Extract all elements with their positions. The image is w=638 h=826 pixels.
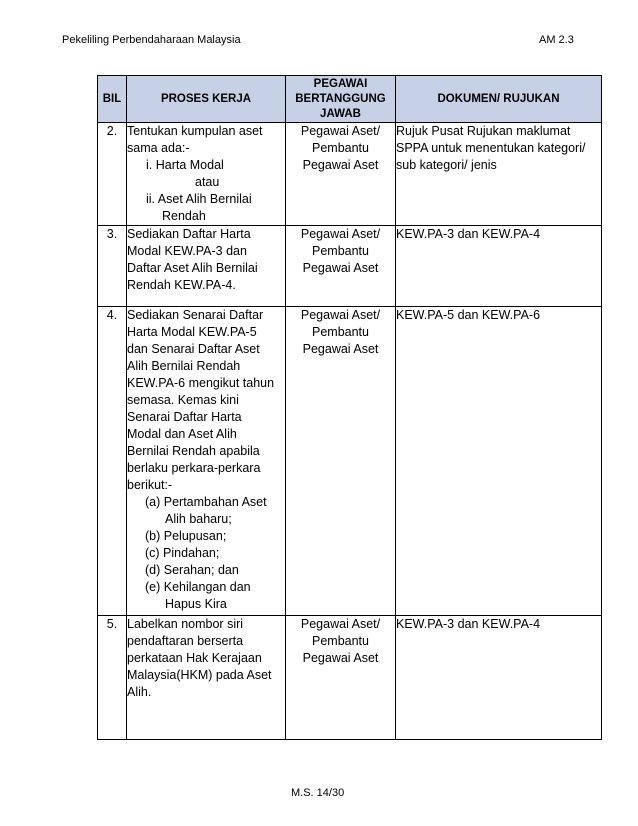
table-row	[98, 226, 602, 307]
text-line: Rendah	[162, 209, 206, 223]
text-line: Labelkan nombor siri	[127, 617, 244, 631]
text-line: KEW.PA-5 dan KEW.PA-6	[396, 308, 541, 322]
column-header-line: PEGAWAI	[313, 77, 368, 90]
text-line: Pegawai Aset/	[300, 124, 381, 138]
text-line: Bernilai Rendah apabila	[127, 444, 260, 458]
cell-proses-kerja	[127, 226, 286, 307]
text-line: Alih Bernilai Rendah	[127, 359, 241, 373]
work-process-table	[97, 75, 602, 740]
text-line: Pegawai Aset	[302, 651, 379, 665]
text-line: KEW.PA-3 dan KEW.PA-4	[396, 617, 541, 631]
list-item: (d) Serahan; dan	[145, 563, 239, 577]
text-line: KEW.PA-3 dan KEW.PA-4	[396, 227, 541, 241]
table-row	[98, 307, 602, 616]
cell-pegawai	[286, 307, 396, 616]
list-item: (b) Pelupusan;	[145, 529, 227, 543]
column-header-dokumen: DOKUMEN/ RUJUKAN	[396, 76, 602, 123]
text-line: atau	[195, 175, 220, 189]
text-line: dan Senarai Daftar Aset	[127, 342, 260, 356]
cell-pegawai	[286, 616, 396, 740]
text-line: Sediakan Senarai Daftar	[127, 308, 264, 322]
text-line: Modal dan Aset Alih	[127, 427, 237, 441]
cell-dokumen	[396, 616, 602, 740]
text-line: berlaku perkara-perkara	[127, 461, 261, 475]
text-line: Pegawai Aset	[302, 342, 379, 356]
page-number: M.S. 14/30	[291, 787, 345, 799]
table-row	[98, 123, 602, 226]
text-line: Hapus Kira	[165, 597, 227, 611]
text-line: Alih baharu;	[165, 512, 232, 526]
text-line: Pembantu	[312, 141, 369, 155]
text-line: Tentukan kumpulan aset	[127, 124, 263, 138]
cell-bil: 2.	[98, 123, 127, 226]
cell-dokumen	[396, 123, 602, 226]
text-line: Sediakan Daftar Harta	[127, 227, 251, 241]
text-line: Pembantu	[312, 244, 369, 258]
cell-proses-kerja	[127, 616, 286, 740]
running-header-code: AM 2.3	[539, 34, 574, 46]
column-header-proses-kerja: PROSES KERJA	[127, 76, 286, 123]
text-line: Rujuk Pusat Rujukan maklumat	[396, 124, 571, 138]
text-line: SPPA untuk menentukan kategori/	[396, 141, 586, 155]
text-line: sub kategori/ jenis	[396, 158, 497, 172]
text-line: Pembantu	[312, 325, 369, 339]
text-line: Pegawai Aset	[302, 158, 379, 172]
list-item: (a) Pertambahan Aset	[145, 495, 267, 509]
cell-dokumen	[396, 307, 602, 616]
running-header-title: Pekeliling Perbendaharaan Malaysia	[62, 34, 241, 46]
cell-pegawai	[286, 123, 396, 226]
column-header-line: BERTANGGUNG	[295, 92, 386, 105]
cell-bil: 4.	[98, 307, 127, 616]
text-line: semasa. Kemas kini	[127, 393, 239, 407]
text-line: berikut:-	[127, 478, 173, 492]
text-line: Malaysia(HKM) pada Aset	[127, 668, 272, 682]
column-header-line: JAWAB	[320, 107, 361, 120]
text-line: Senarai Daftar Harta	[127, 410, 242, 424]
cell-proses-kerja	[127, 123, 286, 226]
table-header-row	[98, 76, 602, 123]
text-line: Pegawai Aset/	[300, 617, 381, 631]
cell-bil: 3.	[98, 226, 127, 307]
text-line: Pegawai Aset/	[300, 227, 381, 241]
text-line: Modal KEW.PA-3 dan	[127, 244, 247, 258]
text-line: sama ada:-	[127, 141, 190, 155]
table-row	[98, 616, 602, 740]
text-line: Alih.	[127, 685, 152, 699]
text-line: Daftar Aset Alih Bernilai	[127, 261, 258, 275]
list-item: (c) Pindahan;	[145, 546, 220, 560]
text-line: KEW.PA-6 mengikut tahun	[127, 376, 275, 390]
column-header-pegawai	[286, 76, 396, 123]
list-item: i. Harta Modal	[146, 158, 224, 172]
cell-dokumen	[396, 226, 602, 307]
column-header-bil: BIL	[98, 76, 127, 123]
cell-proses-kerja	[127, 307, 286, 616]
text-line: Pegawai Aset	[302, 261, 379, 275]
cell-pegawai	[286, 226, 396, 307]
cell-bil: 5.	[98, 616, 127, 740]
text-line: perkataan Hak Kerajaan	[127, 651, 262, 665]
text-line: Harta Modal KEW.PA-5	[127, 325, 257, 339]
text-line: Rendah KEW.PA-4.	[127, 278, 236, 292]
text-line: pendaftaran berserta	[127, 634, 244, 648]
list-item: (e) Kehilangan dan	[145, 580, 251, 594]
text-line: Pegawai Aset/	[300, 308, 381, 322]
list-item: ii. Aset Alih Bernilai	[146, 192, 252, 206]
text-line: Pembantu	[312, 634, 369, 648]
